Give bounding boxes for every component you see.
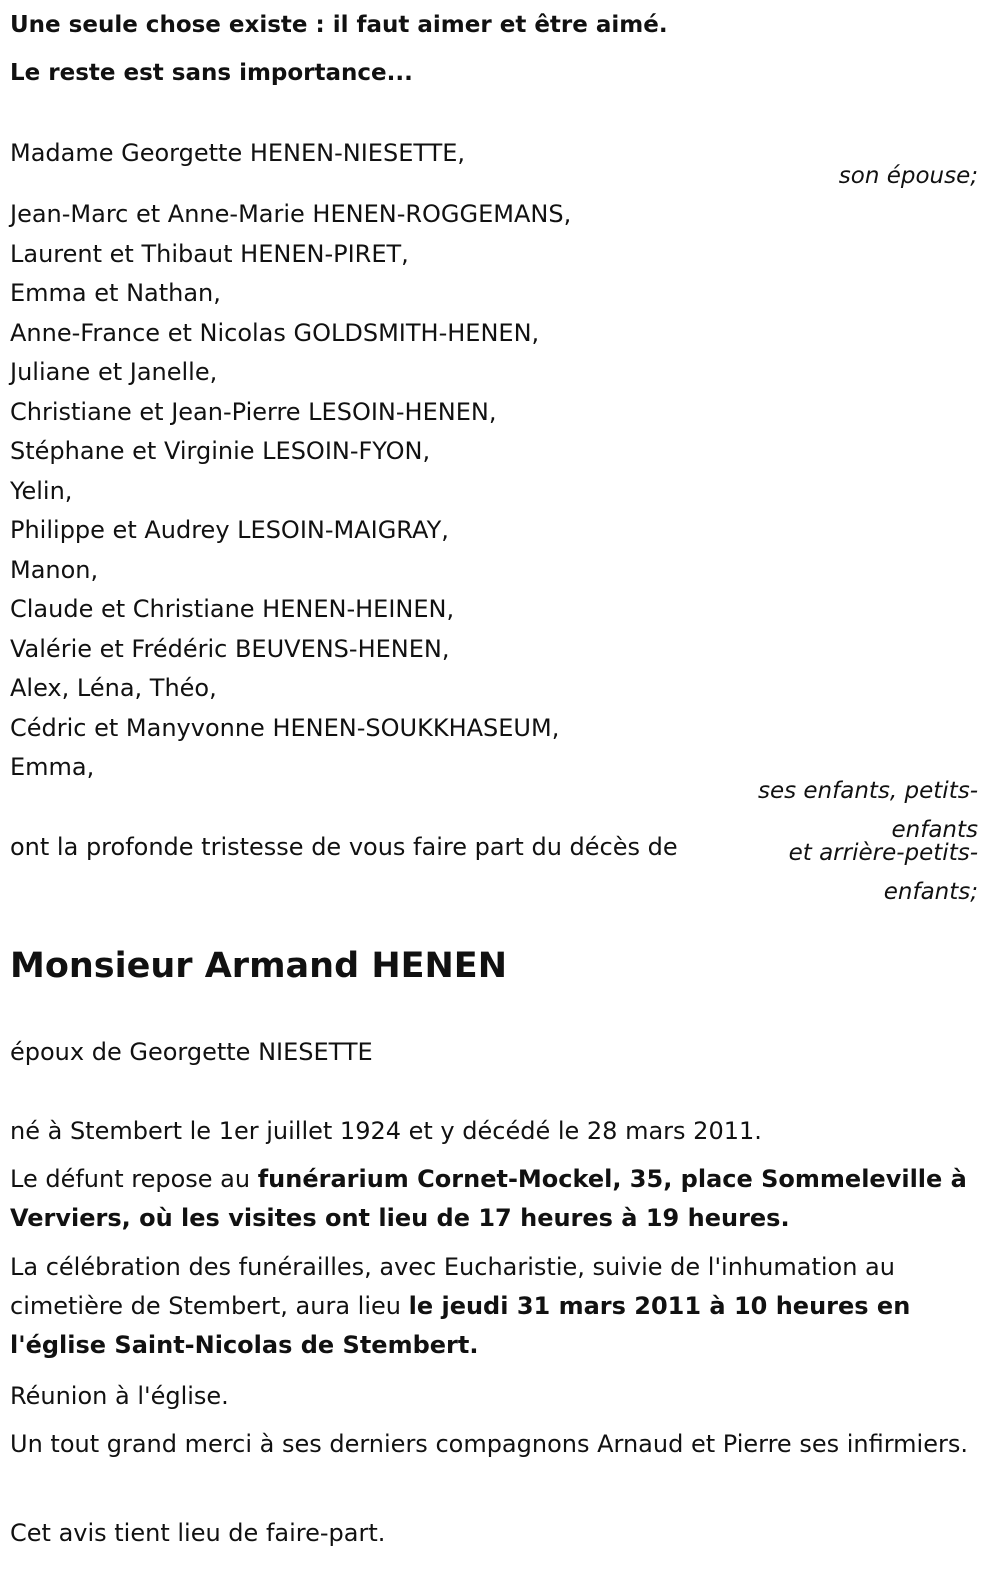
ceremony-details: le jeudi 31 mars 2011 à 10 heures en l'église Saint-Nicolas de Stembert. [10, 1292, 911, 1359]
family-member: Emma, [10, 753, 95, 781]
family-member: Manon, [10, 555, 99, 584]
thanks-paragraph: Un tout grand merci à ses derniers compagnons Arnaud et Pierre ses infirmiers. [10, 1430, 968, 1458]
family-member: Emma et Nathan, [10, 279, 221, 307]
quote-line-2: Le reste est sans importance... [10, 60, 413, 86]
family-role-line-1: ses enfants, petits- [757, 778, 978, 804]
quote-line-1: Une seule chose existe : il faut aimer et être aimé. [10, 12, 668, 38]
family-member: Alex, Léna, Théo, [10, 674, 217, 702]
family-member: Jean-Marc et Anne-Marie HENEN-ROGGEMANS, [10, 200, 572, 228]
funerarium-paragraph [10, 1160, 975, 1238]
spouse-of: époux de Georgette NIESETTE [10, 1038, 373, 1066]
funerarium-prefix: Le défunt repose au [10, 1165, 258, 1193]
family-member: Yelin, [10, 476, 73, 505]
family-member: Valérie et Frédéric BEUVENS-HENEN, [10, 634, 450, 663]
family-member: Philippe et Audrey LESOIN-MAIGRAY, [10, 516, 449, 544]
family-member: Laurent et Thibaut HENEN-PIRET, [10, 239, 409, 268]
meeting-note: Réunion à l'église. [10, 1382, 229, 1410]
birth-death: né à Stembert le 1er juillet 1924 et y décédé le 28 mars 2011. [10, 1117, 762, 1145]
family-member: Claude et Christiane HENEN-HEINEN, [10, 595, 455, 623]
announcement-text: ont la profonde tristesse de vous faire part du décès de [10, 833, 678, 861]
funerarium-details: funérarium Cornet-Mockel, 35, place Sommeleville à Verviers, où les visites ont lieu de 17 heures à 19 heures. [10, 1165, 967, 1232]
family-member: Anne-France et Nicolas GOLDSMITH-HENEN, [10, 318, 540, 347]
family-member: Cédric et Manyvonne HENEN-SOUKKHASEUM, [10, 713, 560, 742]
deceased-name: Monsieur Armand HENEN [10, 946, 508, 986]
spouse-name: Madame Georgette HENEN-NIESETTE, [10, 139, 466, 167]
family-role-line-4: enfants; [883, 879, 978, 905]
family-list [10, 195, 571, 788]
ceremony-paragraph [10, 1248, 975, 1365]
family-role-line-2: enfants [891, 817, 978, 843]
closing-note: Cet avis tient lieu de faire-part. [10, 1519, 386, 1547]
ceremony-prefix: La célébration des funérailles, avec Eucharistie, suivie de l'inhumation au cimetière de Stembert, aura lieu [10, 1253, 895, 1320]
family-member: Stéphane et Virginie LESOIN-FYON, [10, 437, 431, 465]
spouse-role: son épouse; [838, 163, 978, 189]
family-member: Christiane et Jean-Pierre LESOIN-HENEN, [10, 397, 497, 426]
family-member: Juliane et Janelle, [10, 358, 218, 386]
family-role-line-3: et arrière-petits- [788, 840, 978, 866]
